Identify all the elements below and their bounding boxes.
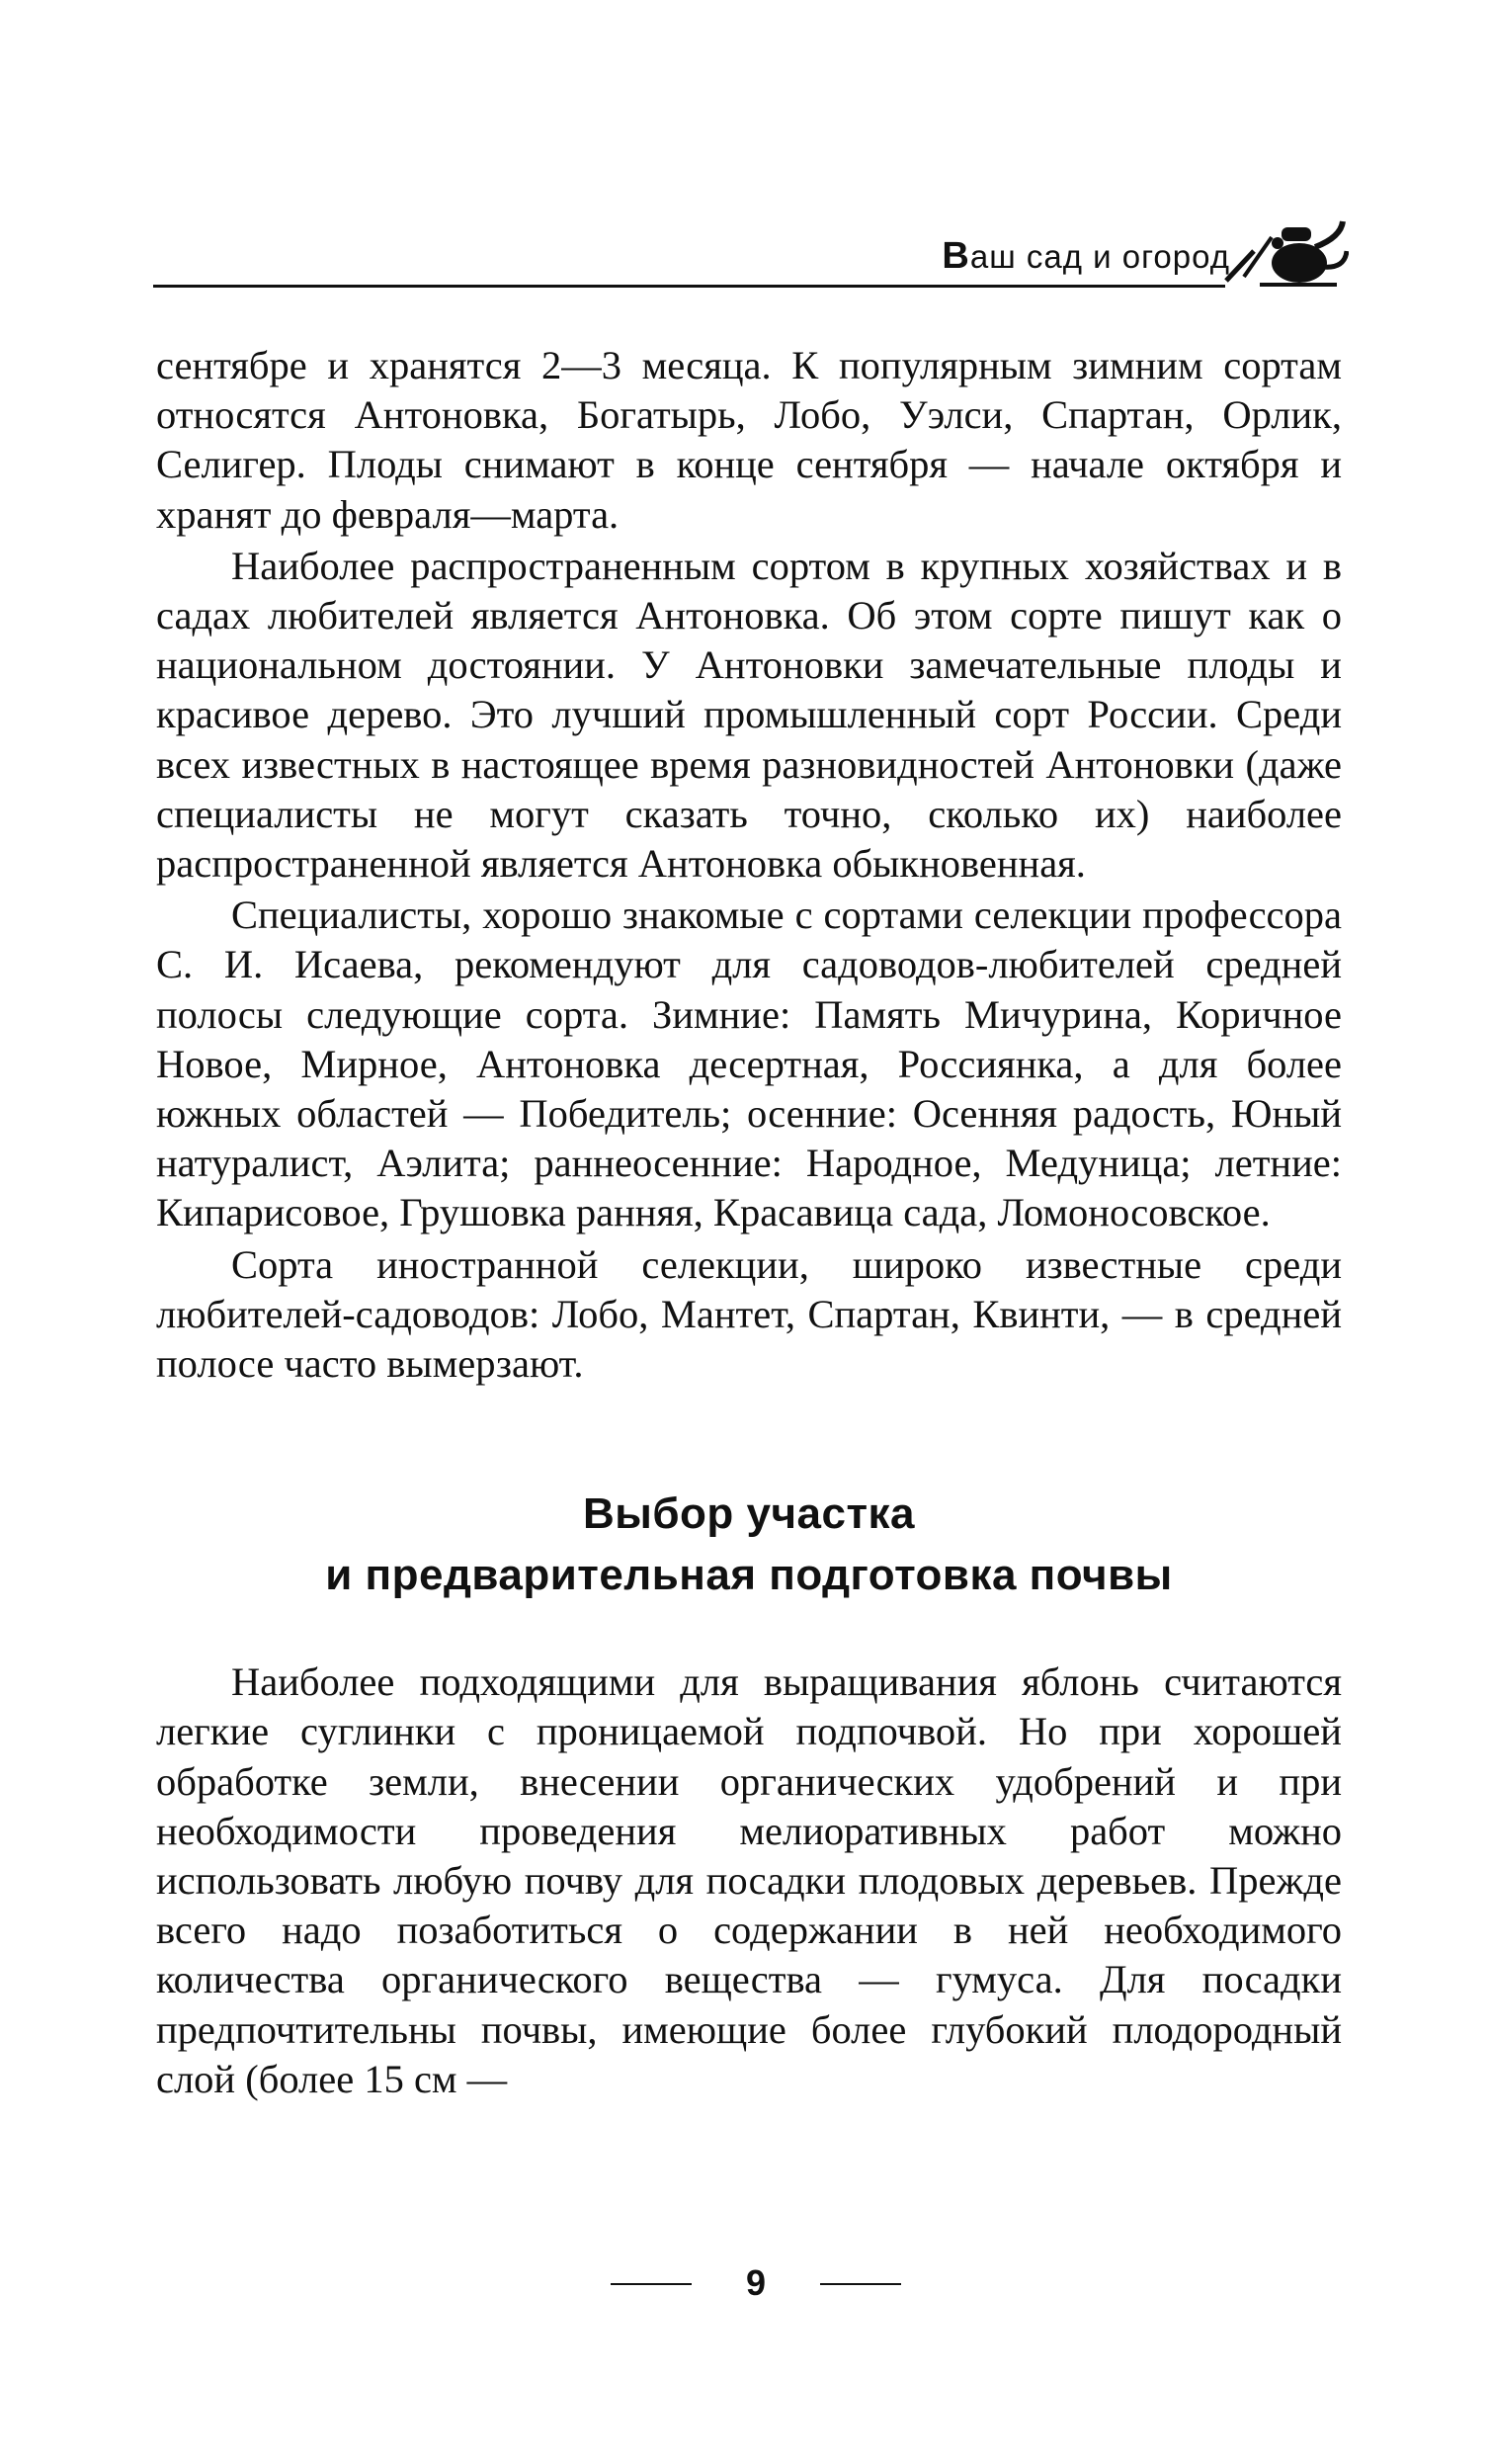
- running-title-dropcap: В: [942, 235, 970, 277]
- paragraph-isaev-varieties: Специалисты, хорошо знакомые с сортами селекции профессора С. И. Исаева, рекомендуют для садоводов-любителей средней полосы следующие сорта. Зимние: Память Мичурина, Коричное Новое, Мирное, Антоновка десертная, Россиянка, а для более южных областей — Победитель; осенние: Осенняя радость, Юный натуралист, Аэлита; раннеосенние: Народное, Медуница; летние: Кипарисовое, Грушовка ранняя, Красавица сада, Ломоносовское.: [156, 892, 1342, 1235]
- folio-rule-left: [611, 2283, 692, 2285]
- paragraph-foreign-varieties: Сорта иностранной селекции, широко известные среди любителей-садоводов: Лобо, Мантет, Спартан, Квинти, — в средней полосе часто вымерзают.: [156, 1241, 1342, 1387]
- paragraph-antonovka: Наиболее распространенным сортом в крупных хозяйствах и в садах любителей является Антоновка. Об этом сорте пишут как о национальном достоянии. У Антоновки замечательные плоды и красивое дерево. Это лучший промышленный сорт России. Среди всех известных в настоящее время разновидностей Антоновки (даже специалисты не могут сказать точно, сколько их) наиболее распространенной является Антоновка обыкновенная.: [156, 543, 1342, 887]
- page-number: 9: [745, 2262, 767, 2303]
- running-header: [153, 208, 1349, 297]
- page-footer: [0, 2263, 1489, 2303]
- garden-tools-icon: [1220, 208, 1349, 293]
- paragraph-soil: Наиболее подходящими для выращивания яблонь считаются легкие суглинки с проницаемой подпочвой. Но при хорошей обработке земли, внесении органических удобрений и при необходимости проведения мелиоративных работ можно использовать любую почву для посадки плодовых деревьев. Прежде всего надо позаботиться о содержании в ней необходимого количества органического вещества — гумуса. Для посадки предпочтительны почвы, имеющие более глубокий плодородный слой (более 15 см —: [156, 1659, 1342, 2101]
- section-heading-line-1: Выбор участка: [582, 1489, 915, 1539]
- section-heading: [156, 1484, 1342, 1606]
- folio-rule-right: [820, 2283, 901, 2285]
- page-body: [156, 341, 1342, 2104]
- paragraph-continuation: сентябре и хранятся 2—3 месяца. К популярным зимним сортам относятся Антоновка, Богатырь, Лобо, Уэлси, Спартан, Орлик, Селигер. Плоды снимают в конце сентября — начале октября и хранят до февраля—марта.: [156, 343, 1342, 537]
- header-rule: [153, 285, 1225, 288]
- section-heading-line-2: и предварительная подготовка почвы: [325, 1551, 1173, 1600]
- running-title-text: аш сад и огород: [969, 238, 1230, 275]
- running-title: [942, 235, 1230, 278]
